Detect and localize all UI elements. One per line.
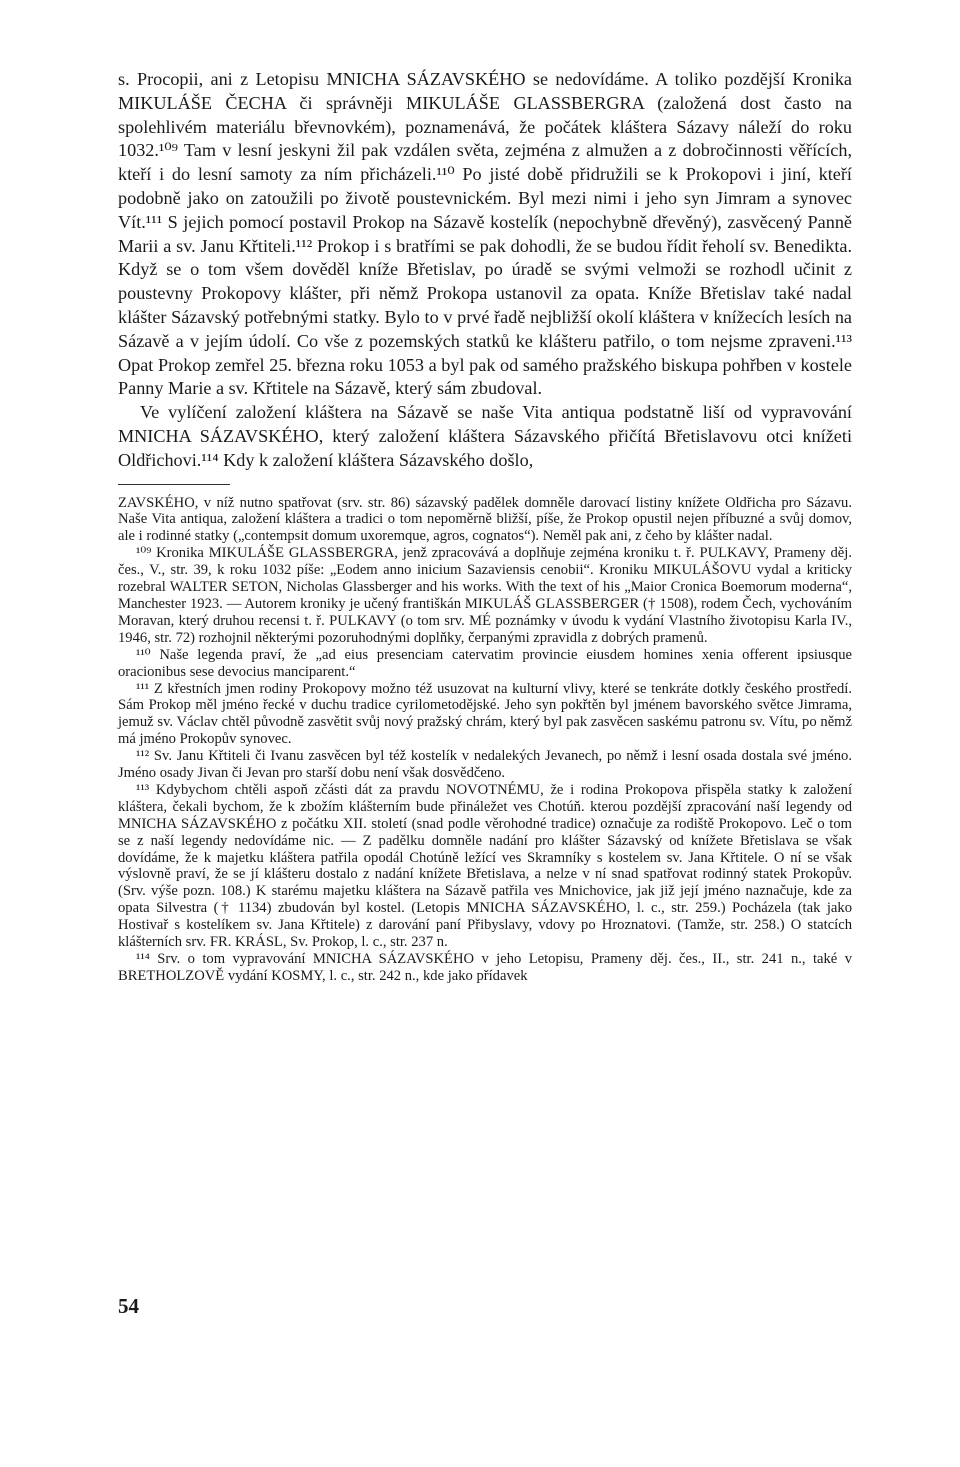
main-text [118, 68, 852, 473]
footnote-111: ¹¹¹ Z křestních jmen rodiny Prokopovy možno též usuzovat na kulturní vlivy, které se tenkráte dotkly českého prostředí. Sám Prokop měl jméno řecké v duchu tradice cyrilometodějské. Jeho syn pokřtěn byl jménem bavorského světce Jimrama, jemuž sv. Václav chtěl původně zasvětit svůj nový pražský chrám, který byl pak zasvěcen saskému patronu sv. Vítu, po němž má jméno Prokopův synovec. [118, 680, 852, 748]
footnotes [118, 495, 852, 985]
footnote-continuation: ZAVSKÉHO, v níž nutno spatřovat (srv. str. 86) sázavský padělek domněle darovací listiny knížete Oldřicha pro Sázavu. Naše Vita antiqua, založení kláštera a tradici o tom nepoměrně bližší, píše, že Prokop opustil nejen příbuzné a svůj domov, ale i rodinné statky („contempsit domum uxoremque, agros, cognatos“). Neměl pak ani, z čeho by klášter nadal. [118, 494, 852, 545]
paragraph-2: Ve vylíčení založení kláštera na Sázavě se naše Vita antiqua podstatně liší od vypravování MNICHA SÁZAVSKÉHO, který založení kláštera Sázavského přičítá Břetislavovu otci knížeti Oldřichovi.¹¹⁴ Kdy k založení kláštera Sázavského došlo, [118, 402, 852, 470]
page-number: 54 [118, 1294, 139, 1318]
footnote-112: ¹¹² Sv. Janu Křtiteli či Ivanu zasvěcen byl též kostelík v nedalekých Jevanech, po němž i lesní osada dostala své jméno. Jméno osady Jivan či Jevan pro starší dobu není však dosvědčeno. [118, 748, 852, 782]
footnote-114: ¹¹⁴ Srv. o tom vypravování MNICHA SÁZAVSKÉHO v jeho Letopisu, Prameny děj. čes., II., str. 241 n., také v BRETHOLZOVĚ vydání KOSMY, l. c., str. 242 n., kde jako přídavek [118, 951, 852, 984]
paragraph-1: s. Procopii, ani z Letopisu MNICHA SÁZAVSKÉHO se nedovídáme. A toliko pozdější Kronika MIKULÁŠE ČECHA či správněji MIKULÁŠE GLASSBERGRA (založená dost často na spolehlivém materiálu břevnovkém), poznamenává, že počátek kláštera Sázavy náleží do roku 1032.¹⁰⁹ Tam v lesní jeskyni žil pak vzdálen světa, zejména z almužen a z dobročinnosti věřících, kteří i do lesní samoty za ním přicházeli.¹¹⁰ Po jisté době přidružili se k Prokopovi i jiní, kteří podobně jako on zatoužili po životě poustevnickém. Byl mezi nimi i jeho syn Jimram a synovec Vít.¹¹¹ S jejich pomocí postavil Prokop na Sázavě kostelík (nepochybně dřevěný), zasvěcený Panně Marii a sv. Janu Křtiteli.¹¹² Prokop i s bratřími se pak dohodli, že se budou řídit řeholí sv. Benedikta. Když se o tom všem dověděl kníže Břetislav, po úradě se svými velmoži se rozhodl učinit z poustevny Prokopovy klášter, při němž Prokopa ustanovil za opata. Kníže Břetislav také nadal klášter Sázavský potřebnými statky. Bylo to v prvé řadě nejbližší okolí kláštera v knížecích lesích na Sázavě a v jejím údolí. Co vše z pozemských statků ke klášteru patřilo, o tom nejsme zpraveni.¹¹³ Opat Prokop zemřel 25. března roku 1053 a byl pak od samého pražského biskupa pohřben v kostele Panny Marie a sv. Křtitele na Sázavě, který sám zbudoval. [118, 69, 852, 399]
footnote-separator [118, 484, 230, 485]
footnote-113: ¹¹³ Kdybychom chtěli aspoň zčásti dát za pravdu NOVOTNÉMU, že i rodina Prokopova přispěla statky k založení kláštera, čekali bychom, že k zbožím klášterním bude přináležet ves Chotúň. kterou pozdější zpracování naší legendy od MNICHA SÁZAVSKÉHO z počátku XII. století (snad podle věrohodné tradice) označuje za rodiště Prokopovo. Leč o tom se z naší legendy nedovídáme nic. — Z padělku domněle nadání pro klášter Sázavský od knížete Břetislava se však dovídáme, že k majetku kláštera patřila opodál Chotúně ležící ves Skramníky s kostelem sv. Jana Křtitele. O ní se však výslovně praví, že se jí klášteru dostalo z nadání knížete Břetislava, a nelze v ní snad spatřovat rodinný statek Prokopův. (Srv. výše pozn. 108.) K starému majetku kláštera na Sázavě patřila ves Mnichovice, jak již její jméno naznačuje, kde za opata Silvestra († 1134) zbudován byl kostel. (Letopis MNICHA SÁZAVSKÉHO, l. c., str. 259.) Pocházela (tak jako Hostivař s kostelíkem sv. Jana Křtitele) z darování paní Přibyslavy, vdovy po Hroznatovi. (Tamže, str. 258.) O statcích klášterních srv. FR. KRÁSL, Sv. Prokop, l. c., str. 237 n. [118, 781, 852, 951]
footnote-109: ¹⁰⁹ Kronika MIKULÁŠE GLASSBERGRA, jenž zpracovává a doplňuje zejména kroniku t. ř. PULKAVY, Prameny děj. čes., V., str. 39, k roku 1032 píše: „Eodem anno inicium Sazaviensis cenobii“. Kroniku MIKULÁŠOVU vydal a kriticky rozebral WALTER SETON, Nicholas Glassberger and his works. With the text of his „Maior Cronica Boemorum moderna“, Manchester 1923. — Autorem kroniky je učený františkán MIKULÁŠ GLASSBERGER († 1508), rodem Čech, vychováním Moravan, který druhou recensi t. ř. PULKAVY (o tom srv. MÉ poznámky v úvodu k vydání Vlastního životopisu Karla IV., 1946, str. 72) rozhojnil některými pozoruhodnými doplňky, čerpanými zpravidla z dobrých pramenů. [118, 545, 852, 646]
page-body [118, 68, 852, 985]
footnote-110: ¹¹⁰ Naše legenda praví, že „ad eius presenciam catervatim provincie eiusdem homines xenia offerent ipsiusque oracionibus sese devocius manciparent.“ [118, 646, 852, 680]
